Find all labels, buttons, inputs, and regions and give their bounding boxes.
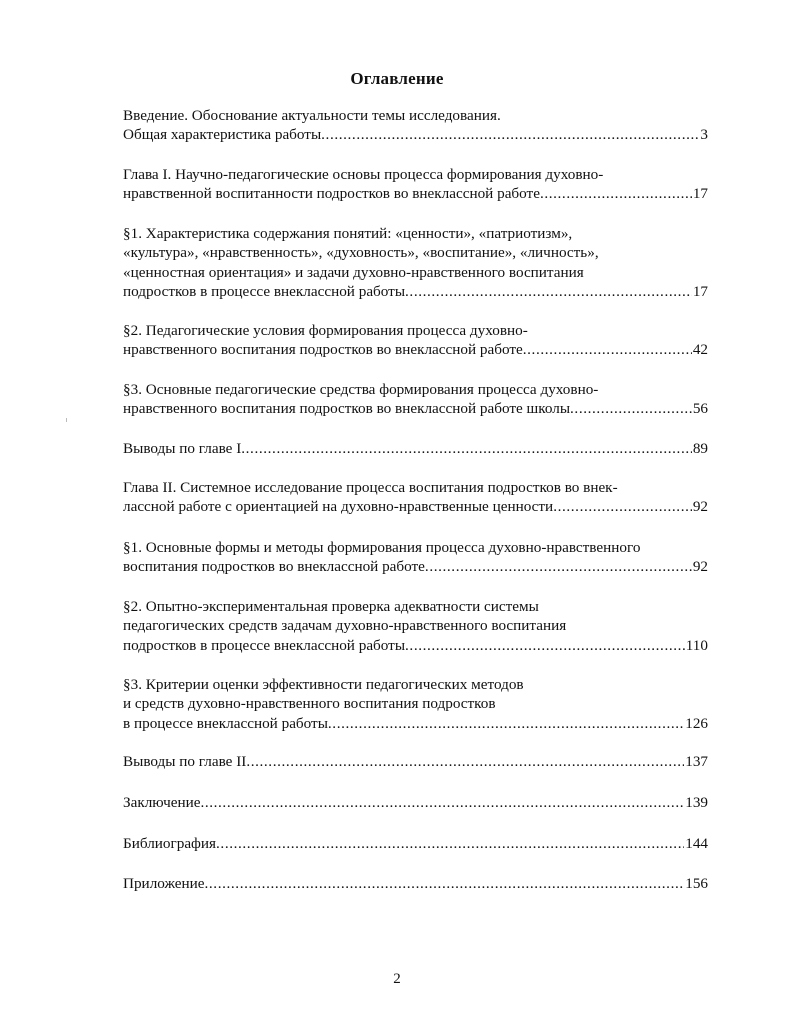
toc-entry-line: и средств духовно-нравственного воспитания подростков: [123, 695, 496, 713]
toc-entry-ch2-section-2[interactable]: [123, 597, 708, 655]
toc-entry-last-line: [123, 439, 708, 458]
toc-entry-ch1-section-3[interactable]: [123, 380, 708, 419]
toc-page-number: 56: [692, 400, 708, 418]
toc-page-number: 89: [692, 440, 708, 457]
toc-entry-appendix[interactable]: [123, 874, 708, 893]
toc-entry-text: Заключение: [123, 794, 201, 811]
toc-entry-ch1-section-2[interactable]: [123, 321, 708, 360]
toc-entry-last-line: [123, 714, 708, 733]
toc-entry-text: нравственной воспитанности подростков во внеклассной работе: [123, 185, 540, 203]
toc-entry-introduction[interactable]: [123, 106, 708, 145]
toc-entry-last-line: [123, 557, 708, 576]
dot-leader: [246, 752, 684, 771]
toc-page-number: 3: [700, 126, 708, 144]
toc-entry-ch2-section-1[interactable]: [123, 538, 708, 577]
toc-entry-line: Введение. Обоснование актуальности темы исследования.: [123, 107, 501, 124]
toc-entry-line: §3. Критерии оценки эффективности педагогических методов: [123, 676, 524, 693]
toc-entry-last-line: [123, 793, 708, 812]
dot-leader: [216, 834, 684, 853]
toc-entry-text: нравственного воспитания подростков во внеклассной работе: [123, 341, 523, 359]
toc-entry-line: «ценностная ориентация» и задачи духовно-нравственного воспитания: [123, 263, 584, 281]
toc-entry-ch2-section-3[interactable]: [123, 675, 708, 733]
toc-entry-text: Выводы по главе I: [123, 440, 242, 457]
dot-leader: [570, 399, 692, 418]
dot-leader: [405, 636, 685, 655]
toc-entry-chapter-2[interactable]: [123, 478, 708, 517]
toc-page-number: 17: [692, 185, 708, 203]
toc-page-number: 156: [685, 875, 708, 892]
dot-leader: [540, 184, 692, 203]
toc-entry-text: нравственного воспитания подростков во внеклассной работе школы: [123, 400, 571, 418]
dot-leader: [425, 557, 692, 576]
toc-entry-line: «культура», «нравственность», «духовность», «воспитание», «личность»,: [123, 244, 599, 262]
toc-entry-last-line: [123, 636, 708, 655]
toc-entry-line: §1. Основные формы и методы формирования процесса духовно-нравственного: [123, 539, 641, 556]
toc-page-number: 92: [692, 498, 708, 516]
toc-entry-text: Общая характеристика работы: [123, 126, 322, 144]
toc-entry-text: лассной работе с ориентацией на духовно-нравственные ценности: [123, 498, 554, 516]
toc-entry-ch2-conclusions[interactable]: [123, 752, 708, 771]
dot-leader: [523, 340, 692, 359]
toc-page-number: 126: [685, 714, 708, 732]
toc-entry-last-line: [123, 184, 708, 203]
toc-entry-last-line: [123, 399, 708, 418]
toc-entry-last-line: [123, 752, 708, 771]
dot-leader: [241, 439, 692, 458]
toc-entry-last-line: [123, 340, 708, 359]
dot-leader: [321, 125, 699, 144]
toc-page-number: 137: [685, 753, 708, 770]
toc-page-number: 42: [692, 341, 708, 359]
toc-entry-text: подростков в процессе внеклассной работы: [123, 282, 406, 300]
toc-entry-line: §2. Педагогические условия формирования процесса духовно-: [123, 322, 528, 339]
toc-entry-line: педагогических средств задачам духовно-нравственного воспитания: [123, 617, 567, 635]
toc-entry-ch1-conclusions[interactable]: [123, 439, 708, 458]
dot-leader: [405, 282, 692, 301]
toc-entry-last-line: [123, 125, 708, 144]
toc-entry-text: Библиография: [123, 835, 217, 852]
toc-entry-line: Глава II. Системное исследование процесса воспитания подростков во внек-: [123, 479, 618, 496]
toc-entry-ch1-section-1[interactable]: [123, 224, 708, 301]
toc-entry-text: воспитания подростков во внеклассной работе: [123, 558, 425, 576]
toc-entry-text: в процессе внеклассной работы: [123, 714, 328, 732]
toc-entry-last-line: [123, 497, 708, 516]
toc-entry-text: подростков в процессе внеклассной работы: [123, 636, 406, 654]
toc-page-number: 92: [692, 558, 708, 576]
toc-entry-line: §2. Опытно-экспериментальная проверка адекватности системы: [123, 598, 539, 615]
toc-entry-line: §1. Характеристика содержания понятий: «ценности», «патриотизм»,: [123, 225, 573, 242]
dot-leader: [205, 874, 685, 893]
toc-page-number: 17: [692, 282, 708, 300]
toc-page-number: 139: [685, 794, 708, 811]
toc-title: Оглавление: [350, 69, 444, 88]
page-number: 2: [393, 971, 401, 987]
toc-entry-chapter-1[interactable]: [123, 165, 708, 204]
toc-page-number: 144: [685, 835, 708, 852]
scan-speck: [66, 418, 67, 422]
toc-entry-line: Глава I. Научно-педагогические основы процесса формирования духовно-: [123, 166, 604, 183]
toc-entry-conclusion[interactable]: [123, 793, 708, 812]
toc-entry-last-line: [123, 874, 708, 893]
toc-entry-last-line: [123, 834, 708, 853]
toc-entry-text: Выводы по главе II: [123, 753, 247, 770]
dot-leader: [200, 793, 684, 812]
toc-entry-bibliography[interactable]: [123, 834, 708, 853]
dot-leader: [328, 714, 684, 733]
toc-entry-text: Приложение: [123, 875, 205, 892]
toc-entry-last-line: [123, 282, 708, 301]
toc-page-number: 110: [685, 636, 708, 654]
toc-entry-line: §3. Основные педагогические средства формирования процесса духовно-: [123, 381, 599, 398]
dot-leader: [553, 497, 692, 516]
